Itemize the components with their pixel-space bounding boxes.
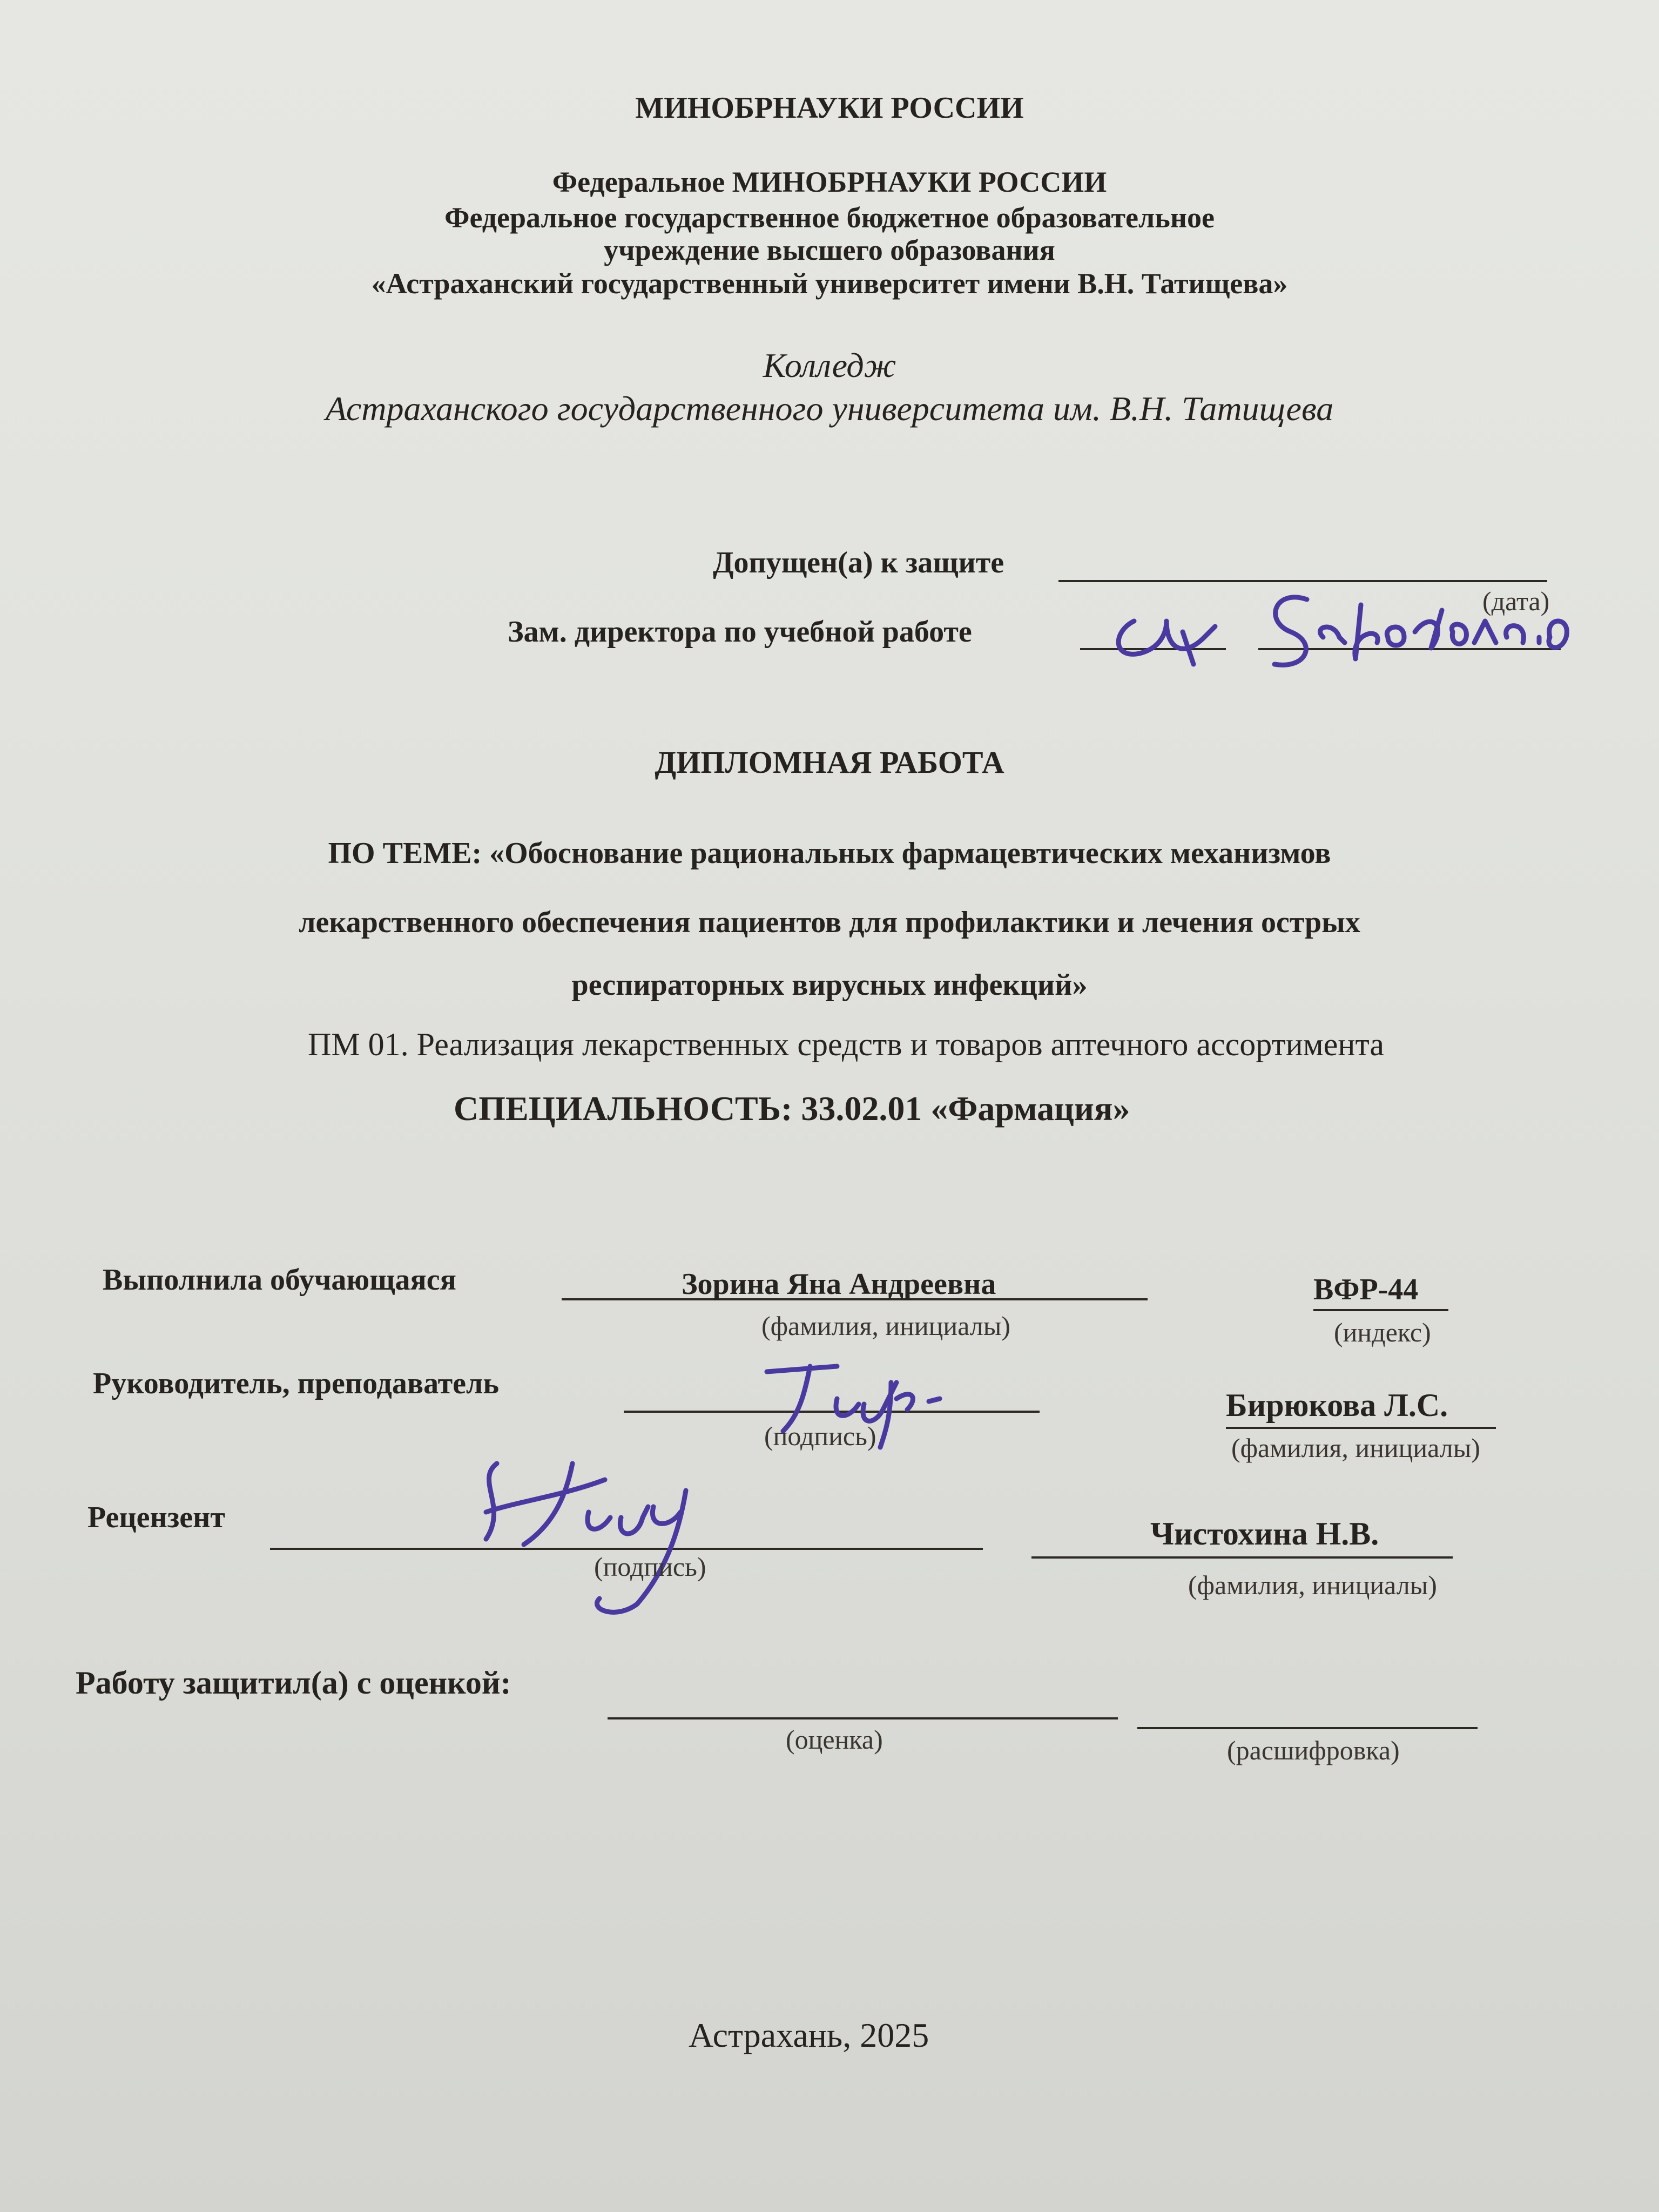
supervisor-label: Руководитель, преподаватель <box>93 1367 500 1400</box>
grade-caption: (оценка) <box>786 1724 883 1755</box>
deputy-signature <box>1102 599 1231 670</box>
group-index: ВФР-44 <box>1313 1273 1419 1306</box>
header-line-3: Федеральное государственное бюджетное образовательное <box>444 201 1215 234</box>
topic-line-1: ПО ТЕМЕ: «Обоснование рациональных фармацевтических механизмов <box>328 837 1331 870</box>
college-line-2: Астраханского государственного университета им. В.Н. Татищева <box>325 389 1334 428</box>
supervisor-signature-caption: (подпись) <box>764 1421 876 1451</box>
specialty: СПЕЦИАЛЬНОСТЬ: 33.02.01 «Фармация» <box>454 1089 1130 1128</box>
reviewer-name: Чистохина Н.В. <box>1150 1516 1379 1552</box>
college-line-1: Колледж <box>763 346 896 385</box>
ministry-title: МИНОБРНАУКИ РОССИИ <box>635 91 1024 125</box>
grade-line <box>608 1717 1118 1719</box>
university-name: «Астраханский государственный университет имени В.Н. Татищева» <box>371 267 1288 300</box>
reviewer-signature <box>464 1447 724 1620</box>
defense-label: Работу защитил(а) с оценкой: <box>76 1665 511 1701</box>
supervisor-name: Бирюкова Л.С. <box>1226 1387 1448 1423</box>
student-name: Зорина Яна Андреевна <box>682 1267 996 1301</box>
deputy-name-handwriting <box>1258 578 1582 686</box>
topic-line-3: респираторных вирусных инфекций» <box>571 968 1088 1002</box>
topic-line-2: лекарственного обеспечения пациентов для профилактики и лечения острых <box>299 906 1360 939</box>
reviewer-name-line <box>1031 1556 1453 1559</box>
supervisor-name-caption: (фамилия, инициалы) <box>1231 1433 1480 1463</box>
deputy-label: Зам. директора по учебной работе <box>508 615 972 649</box>
group-line <box>1313 1309 1448 1311</box>
student-label: Выполнила обучающаяся <box>103 1263 456 1297</box>
reviewer-signature-caption: (подпись) <box>594 1552 706 1582</box>
reviewer-name-caption: (фамилия, инициалы) <box>1188 1570 1437 1600</box>
header-line-2: Федеральное МИНОБРНАУКИ РОССИИ <box>552 166 1107 198</box>
student-caption: (фамилия, инициалы) <box>761 1311 1010 1341</box>
admission-label: Допущен(а) к защите <box>713 546 1004 579</box>
decode-line <box>1137 1727 1478 1729</box>
module-title: ПМ 01. Реализация лекарственных средств и товаров аптечного ассортимента <box>308 1027 1385 1062</box>
group-caption: (индекс) <box>1334 1317 1431 1347</box>
work-type: ДИПЛОМНАЯ РАБОТА <box>655 745 1004 780</box>
decode-caption: (расшифровка) <box>1227 1735 1400 1765</box>
city-year: Астрахань, 2025 <box>689 2016 929 2054</box>
date-caption: (дата) <box>1482 586 1550 616</box>
reviewer-label: Рецензент <box>87 1501 225 1534</box>
supervisor-name-line <box>1226 1427 1496 1429</box>
header-line-4: учреждение высшего образования <box>604 234 1055 266</box>
